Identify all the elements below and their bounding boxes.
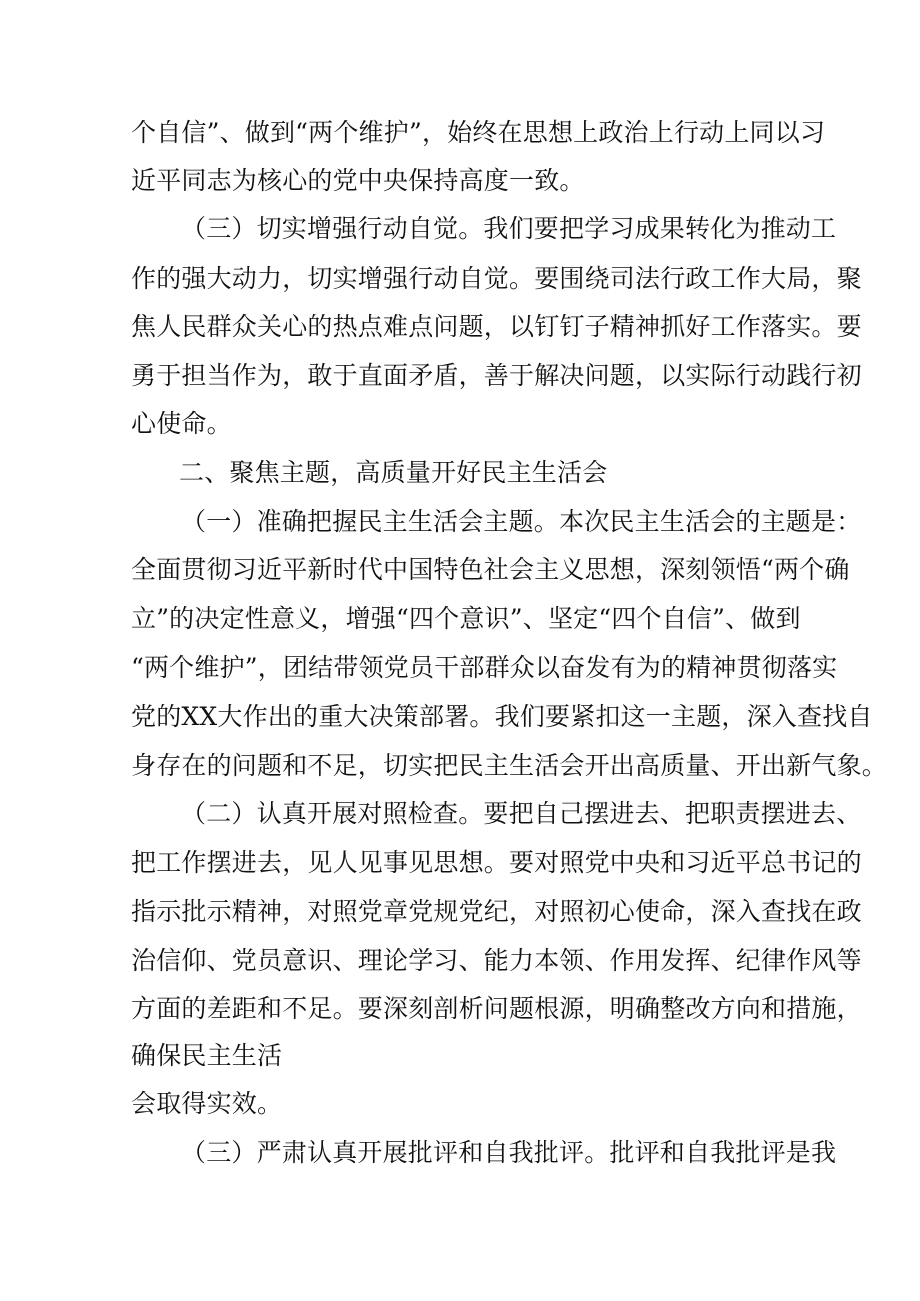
text-line: 会取得实效。 <box>131 1089 283 1118</box>
text-line: 方面的差距和不足。要深刻剖析问题根源，明确整改方向和措施， <box>131 994 862 1023</box>
text-line: 确保民主生活 <box>131 1041 283 1070</box>
text-line: 身存在的问题和不足，切实把民主生活会开出高质量、开出新气象。 <box>131 751 888 780</box>
text-line: 心使命。 <box>131 409 232 438</box>
text-line: （三）切实增强行动自觉。我们要把学习成果转化为推动工 <box>181 214 837 243</box>
text-line: 立”的决定性意义，增强“四个意识”、坚定“四个自信”、做到 <box>131 604 801 633</box>
text-line: 把工作摆进去，见人见事见思想。要对照党中央和习近平总书记的 <box>131 848 862 877</box>
text-line: 作的强大动力，切实增强行动自觉。要围绕司法行政工作大局，聚 <box>131 264 862 293</box>
text-line: 党的XX大作出的重大决策部署。我们要紧扣这一主题，深入查找自 <box>131 702 873 731</box>
text-line: 勇于担当作为，敢于直面矛盾，善于解决问题，以实际行动践行初 <box>131 361 862 390</box>
text-line: 全面贯彻习近平新时代中国特色社会主义思想，深刻领悟“两个确 <box>131 555 850 584</box>
section-heading: 二、聚焦主题，高质量开好民主生活会 <box>179 458 608 487</box>
text-line: （三）严肃认真开展批评和自我批评。批评和自我批评是我 <box>181 1138 837 1167</box>
text-line: 焦人民群众关心的热点难点问题，以钉钉子精神抓好工作落实。要 <box>131 312 862 341</box>
text-line: （一）准确把握民主生活会主题。本次民主生活会的主题是： <box>181 507 862 536</box>
text-line: “两个维护”，团结带领党员干部群众以奋发有为的精神贯彻落实 <box>131 653 838 682</box>
text-line: 近平同志为核心的党中央保持高度一致。 <box>131 166 585 195</box>
text-line: 个自信”、做到“两个维护”，始终在思想上政治上行动上同以习 <box>131 118 826 147</box>
text-line: （二）认真开展对照检查。要把自己摆进去、把职责摆进去、 <box>181 799 862 828</box>
text-line: 治信仰、党员意识、理论学习、能力本领、作用发挥、纪律作风等 <box>131 946 862 975</box>
text-line: 指示批示精神，对照党章党规党纪，对照初心使命，深入查找在政 <box>131 897 862 926</box>
